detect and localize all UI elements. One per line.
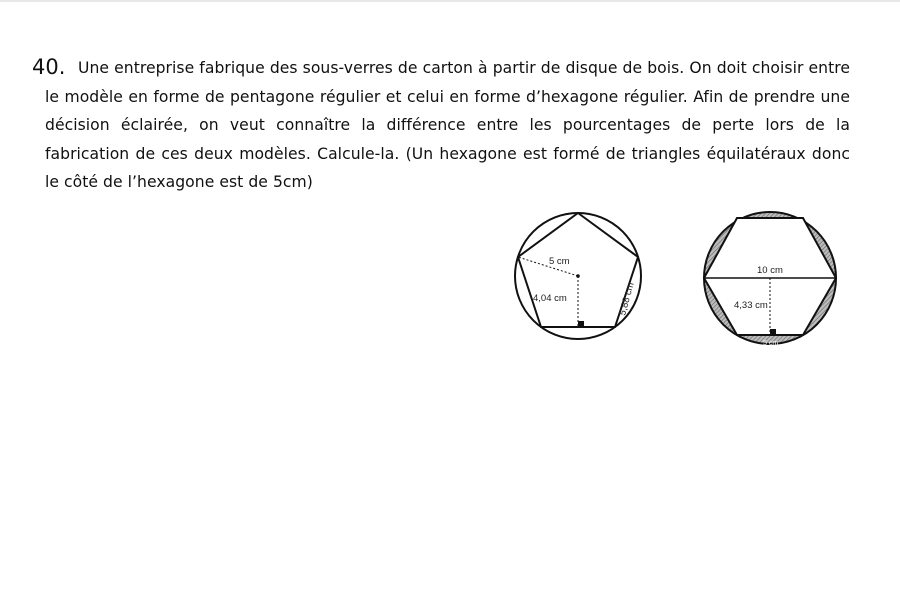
problem-statement: Une entreprise fabrique des sous-verres de carton à partir de disque de bois. On doit choisir entre le modèle en forme de pentagone régulier et celui en forme d’hexagone régulier. Afin de prendre une décision éclairée, on veut connaître la différence entre les pourcentages de perte lors de la fabrication de ces deux modèles. Calcule-la. (Un hexagone est formé de triangles équilatéraux donc le côté de l’hexagone est de 5cm)	[45, 59, 850, 191]
hexagon-figure	[704, 212, 836, 347]
pentagon-radius-label: 5,88 cm	[617, 281, 637, 317]
hexagon-width-label: 10 cm	[757, 265, 783, 276]
pentagon-side-label: 5 cm	[549, 256, 570, 267]
pentagon-center-point	[576, 274, 580, 278]
top-divider	[0, 0, 900, 2]
problem-number: 40.	[32, 55, 66, 79]
pentagon-right-angle-marker	[578, 321, 584, 327]
figures	[505, 206, 850, 351]
hexagon-right-angle-marker	[770, 329, 776, 335]
pentagon-apothem-label: 4,04 cm	[533, 293, 567, 304]
hexagon-bottom-label: 5 cm	[763, 340, 779, 347]
figures-svg	[505, 206, 850, 351]
pentagon-figure	[515, 213, 641, 339]
hexagon-apothem-label: 4,33 cm	[734, 300, 768, 311]
